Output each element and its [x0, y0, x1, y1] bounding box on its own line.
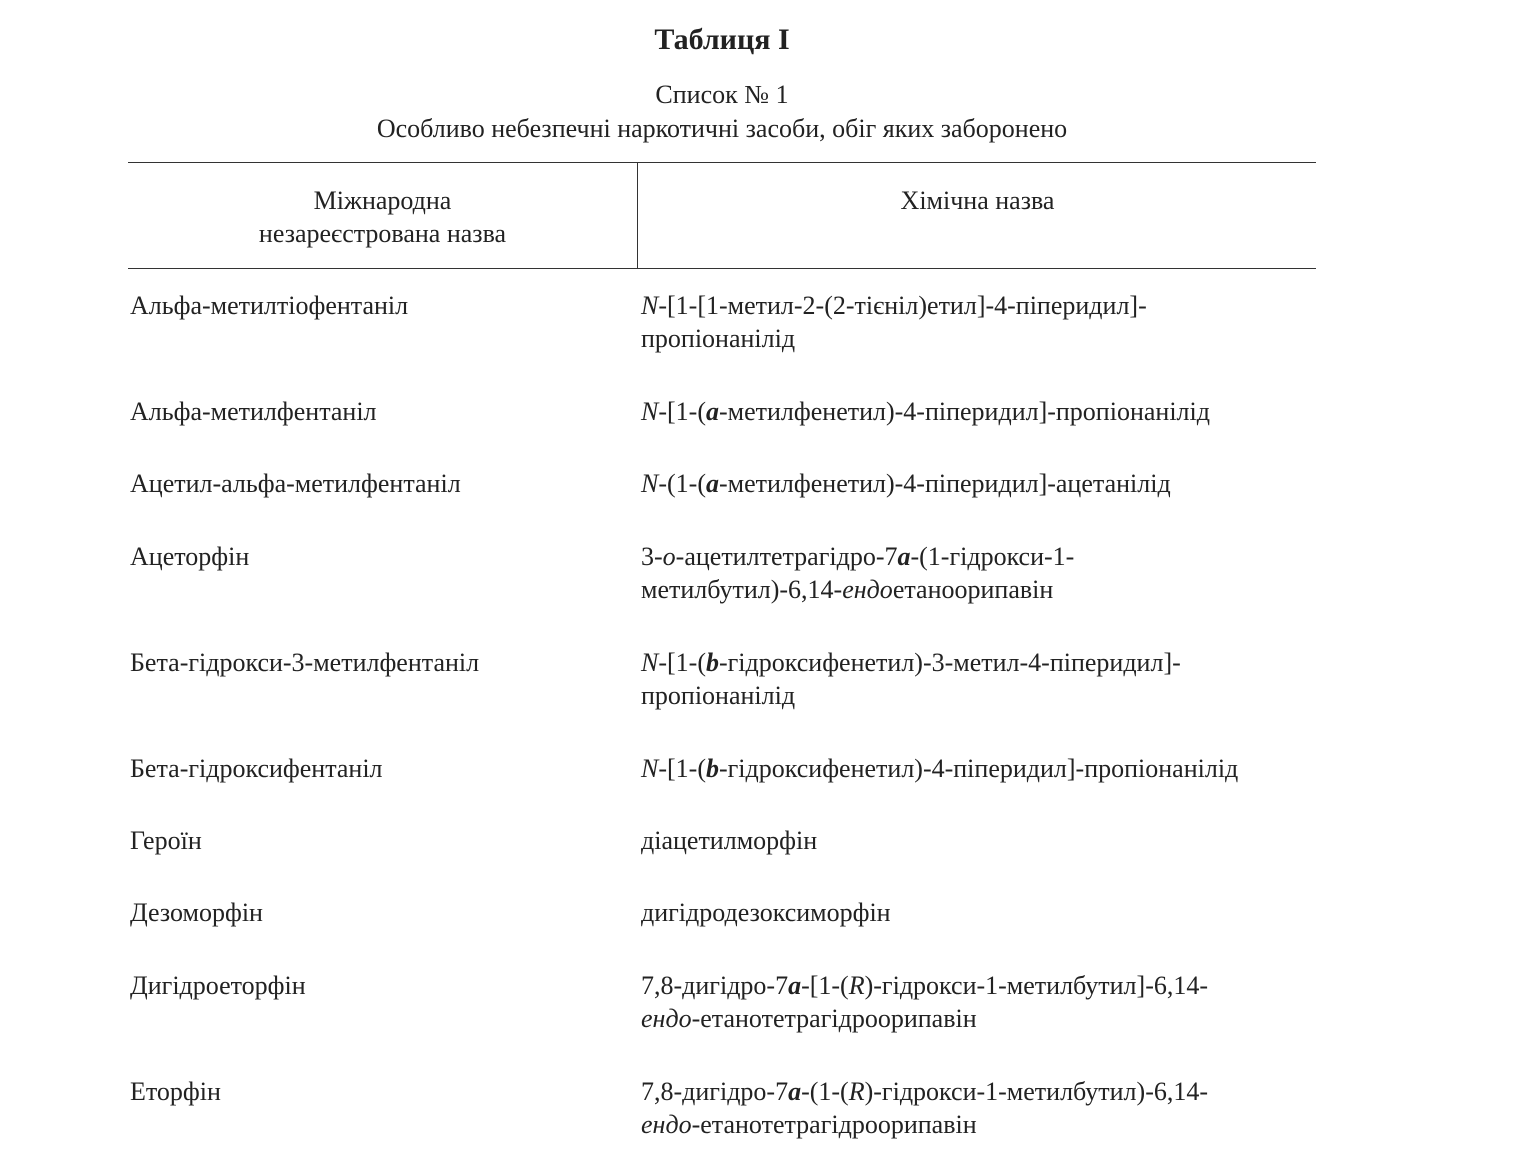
international-name: Альфа-метилфентаніл	[130, 397, 377, 426]
international-name: Героїн	[130, 826, 202, 855]
international-name: Ацеторфін	[130, 542, 250, 571]
chemical-name-fragment: a	[788, 971, 802, 1000]
chemical-name-fragment: -етанотетрагідроорипавін	[691, 1004, 977, 1033]
chemical-name-fragment: a	[705, 397, 719, 426]
chemical-name-fragment: N	[641, 754, 659, 783]
chemical-name-fragment: о	[662, 542, 676, 571]
header-col1-line1: Міжнародна	[313, 186, 452, 215]
chemical-name-fragment: -(1-гідрокси-1-	[910, 542, 1075, 571]
chemical-name-fragment: ендо	[842, 575, 893, 604]
chemical-name	[641, 1075, 1313, 1141]
chemical-name-fragment: діацетилморфін	[641, 826, 818, 855]
chemical-name-line	[641, 824, 1313, 857]
chemical-name-fragment: a	[897, 542, 911, 571]
chemical-name-fragment: -метилфенетил)-4-піперидил]-пропіонанілід	[718, 397, 1210, 426]
chemical-name-line	[641, 1108, 1313, 1141]
chemical-name-fragment: R	[848, 1077, 865, 1106]
chemical-name-line	[641, 646, 1313, 679]
chemical-name-line	[641, 322, 1313, 355]
chemical-name-fragment: дигідродезоксиморфін	[641, 898, 891, 927]
list-description: Особливо небезпечні наркотичні засоби, обіг яких заборонено	[376, 114, 1068, 143]
chemical-name-line	[641, 540, 1313, 573]
chemical-name-fragment: -ацетилтетрагідро-7	[675, 542, 898, 571]
chemical-name-fragment: -гідроксифенетил)-4-піперидил]-пропіонанілід	[718, 754, 1239, 783]
chemical-name	[641, 289, 1313, 355]
chemical-name-fragment: )-гідрокси-1-метилбутил)-6,14-	[864, 1077, 1209, 1106]
chemical-name	[641, 896, 1313, 929]
substances-table	[128, 162, 1316, 1139]
chemical-name-fragment: -[1-[1-метил-2-(2-тієніл)етил]-4-піперидил]-	[658, 291, 1147, 320]
chemical-name-fragment: 7,8-дигідро-7	[641, 971, 789, 1000]
header-international-name	[128, 163, 638, 268]
chemical-name-fragment: -[1-(	[658, 754, 706, 783]
header-col1-line2: незареєстрована назва	[258, 219, 507, 248]
chemical-name-line	[641, 395, 1313, 428]
chemical-name-fragment: -етанотетрагідроорипавін	[691, 1110, 977, 1139]
chemical-name	[641, 646, 1313, 712]
table-subtitle	[0, 78, 1444, 146]
chemical-name-fragment: ендо	[641, 1110, 692, 1139]
chemical-name-fragment: -метилфенетил)-4-піперидил]-ацетанілід	[718, 469, 1171, 498]
chemical-name	[641, 540, 1313, 606]
chemical-name-line	[641, 896, 1313, 929]
list-number: Список № 1	[655, 80, 789, 109]
chemical-name-line	[641, 573, 1313, 606]
table-header	[128, 162, 1316, 269]
chemical-name-fragment: R	[848, 971, 865, 1000]
international-name: Бета-гідроксифентаніл	[130, 754, 383, 783]
chemical-name-fragment: 3-	[641, 542, 663, 571]
chemical-name	[641, 467, 1313, 500]
chemical-name-fragment: N	[641, 291, 659, 320]
chemical-name-line	[641, 289, 1313, 322]
international-name: Альфа-метилтіофентаніл	[130, 291, 409, 320]
chemical-name-line	[641, 1075, 1313, 1108]
international-name: Дигідроеторфін	[130, 971, 306, 1000]
chemical-name-line	[641, 1002, 1313, 1035]
international-name: Еторфін	[130, 1077, 221, 1106]
chemical-name-fragment: a	[705, 469, 719, 498]
international-name: Ацетил-альфа-метилфентаніл	[130, 469, 461, 498]
chemical-name-fragment: -[1-(	[801, 971, 849, 1000]
chemical-name-fragment: b	[705, 648, 719, 677]
table-title: Таблиця I	[654, 23, 790, 56]
chemical-name-fragment: a	[788, 1077, 802, 1106]
chemical-name-fragment: b	[705, 754, 719, 783]
chemical-name-fragment: метилбутил)-6,14-	[641, 575, 843, 604]
chemical-name-fragment: 7,8-дигідро-7	[641, 1077, 789, 1106]
chemical-name-fragment: етаноорипавін	[892, 575, 1054, 604]
chemical-name-fragment: пропіонанілід	[641, 324, 796, 353]
header-chemical-name: Хімічна назва	[900, 186, 1055, 215]
chemical-name	[641, 752, 1313, 785]
chemical-name	[641, 395, 1313, 428]
chemical-name-fragment: )-гідрокси-1-метилбутил]-6,14-	[864, 971, 1209, 1000]
chemical-name-fragment: N	[641, 469, 659, 498]
chemical-name-fragment: -(1-(	[801, 1077, 849, 1106]
chemical-name-line	[641, 679, 1313, 712]
chemical-name-line	[641, 752, 1313, 785]
chemical-name-line	[641, 969, 1313, 1002]
chemical-name-fragment: N	[641, 648, 659, 677]
chemical-name-fragment: N	[641, 397, 659, 426]
chemical-name-fragment: -[1-(	[658, 648, 706, 677]
chemical-name-fragment: пропіонанілід	[641, 681, 796, 710]
chemical-name-fragment: -(1-(	[658, 469, 706, 498]
chemical-name	[641, 969, 1313, 1035]
international-name: Бета-гідрокси-3-метилфентаніл	[130, 648, 480, 677]
chemical-name-line	[641, 467, 1313, 500]
chemical-name-fragment: -гідроксифенетил)-3-метил-4-піперидил]-	[718, 648, 1181, 677]
chemical-name-fragment: ендо	[641, 1004, 692, 1033]
chemical-name	[641, 824, 1313, 857]
chemical-name-fragment: -[1-(	[658, 397, 706, 426]
international-name: Дезоморфін	[130, 898, 263, 927]
